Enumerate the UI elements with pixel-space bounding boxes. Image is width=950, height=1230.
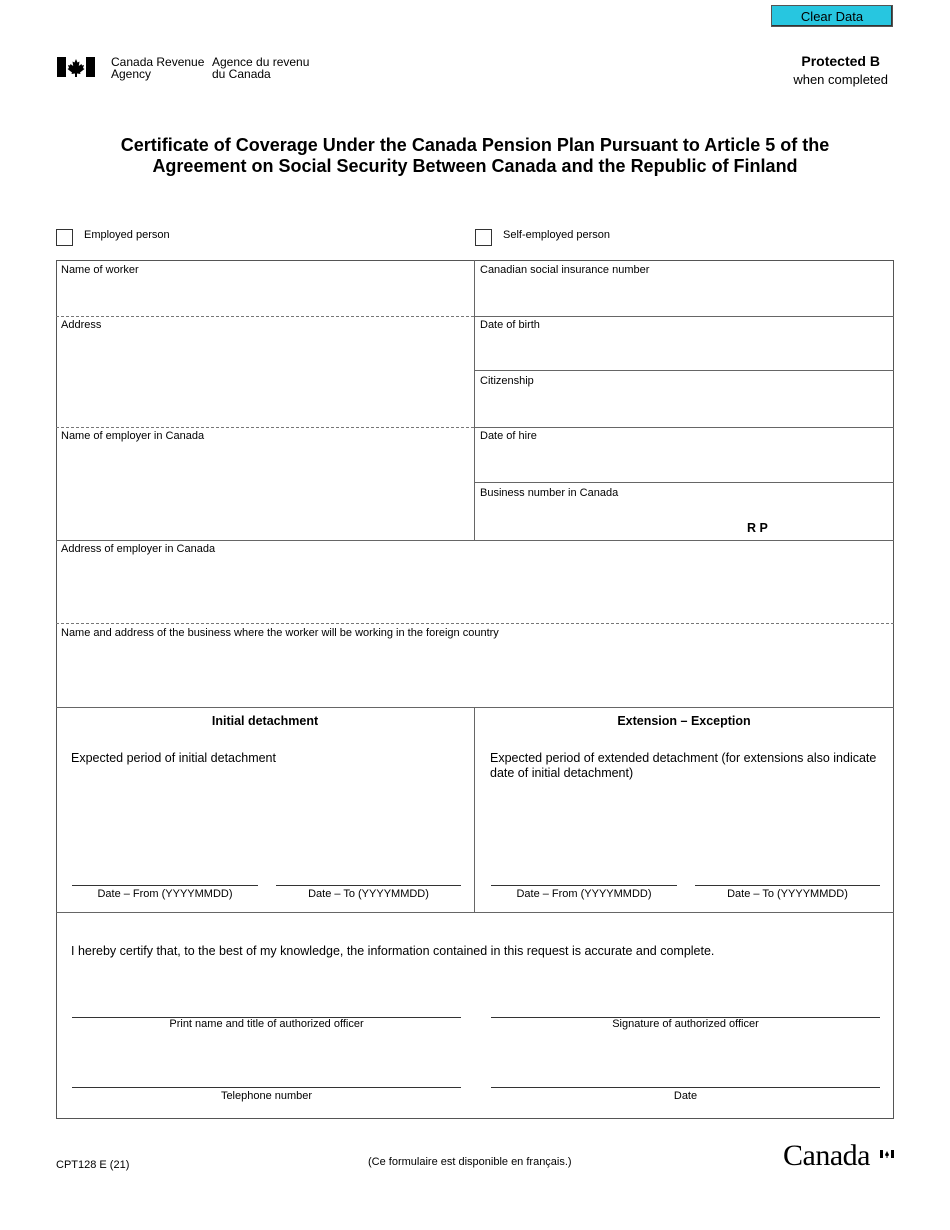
- employer-address-field[interactable]: [58, 557, 892, 621]
- address-label: Address: [61, 319, 102, 331]
- certification-statement: I hereby certify that, to the best of my knowledge, the information contained in this request is accurate and complete.: [71, 944, 715, 958]
- address-field[interactable]: [58, 333, 472, 425]
- telephone-field[interactable]: [72, 1064, 461, 1086]
- extension-date-to-field[interactable]: [695, 862, 880, 884]
- worker-name-field[interactable]: [58, 278, 472, 314]
- sin-field[interactable]: [477, 278, 892, 314]
- wordmark-flag-icon: [880, 1145, 894, 1153]
- initial-detachment-text: Expected period of initial detachment: [71, 751, 276, 765]
- rp-suffix: R P: [747, 521, 768, 535]
- officer-signature-label: Signature of authorized officer: [612, 1018, 759, 1030]
- extension-exception-heading: Extension – Exception: [617, 714, 751, 728]
- employer-name-field[interactable]: [58, 444, 472, 538]
- foreign-business-label: Name and address of the business where the worker will be working in the foreign country: [61, 627, 499, 639]
- date-field[interactable]: [491, 1064, 880, 1086]
- initial-date-to-field[interactable]: [276, 862, 461, 884]
- initial-date-to-label: Date – To (YYYYMMDD): [308, 888, 429, 900]
- french-availability-note: (Ce formulaire est disponible en français.): [368, 1156, 572, 1168]
- form-code: CPT128 E (21): [56, 1159, 130, 1171]
- employed-person-checkbox[interactable]: [56, 229, 73, 246]
- employer-name-label: Name of employer in Canada: [61, 430, 205, 442]
- employed-person-label: Employed person: [84, 229, 170, 241]
- canada-wordmark: Canada: [783, 1139, 870, 1172]
- extension-date-to-label: Date – To (YYYYMMDD): [727, 888, 848, 900]
- initial-date-from-label: Date – From (YYYYMMDD): [97, 888, 233, 900]
- employer-address-label: Address of employer in Canada: [61, 543, 216, 555]
- sin-label: Canadian social insurance number: [480, 264, 650, 276]
- self-employed-person-label: Self-employed person: [503, 229, 611, 241]
- citizenship-label: Citizenship: [480, 375, 534, 387]
- clear-data-button[interactable]: Clear Data: [771, 5, 893, 27]
- extension-date-from-field[interactable]: [491, 862, 677, 884]
- telephone-label: Telephone number: [220, 1090, 313, 1102]
- citizenship-field[interactable]: [477, 389, 892, 425]
- officer-name-label: Print name and title of authorized officer: [169, 1018, 364, 1030]
- dob-field[interactable]: [477, 333, 892, 368]
- officer-signature-field[interactable]: [491, 994, 880, 1016]
- officer-name-field[interactable]: [72, 994, 461, 1016]
- business-number-field[interactable]: [477, 501, 742, 538]
- self-employed-person-checkbox[interactable]: [475, 229, 492, 246]
- hire-date-label: Date of hire: [480, 430, 537, 442]
- protected-b-notice: Protected B when completed: [793, 53, 888, 87]
- agency-name-en: Canada Revenue Agency: [111, 55, 205, 81]
- foreign-business-field[interactable]: [58, 641, 892, 705]
- extension-date-from-label: Date – From (YYYYMMDD): [516, 888, 652, 900]
- initial-date-from-field[interactable]: [72, 862, 258, 884]
- hire-date-field[interactable]: [477, 444, 892, 480]
- worker-name-label: Name of worker: [61, 264, 139, 276]
- business-number-label: Business number in Canada: [480, 487, 619, 499]
- agency-name-fr: Agence du revenu du Canada: [212, 55, 310, 81]
- date-label: Date: [673, 1090, 698, 1102]
- initial-detachment-heading: Initial detachment: [211, 714, 319, 728]
- extension-detachment-text: Expected period of extended detachment (for extensions also indicate date of initial detachment): [490, 751, 877, 780]
- dob-label: Date of birth: [480, 319, 540, 331]
- canada-flag-icon: [57, 57, 95, 77]
- rp-account-field[interactable]: [772, 515, 892, 538]
- form-title: Certificate of Coverage Under the Canada Pension Plan Pursuant to Article 5 of the Agreement on Social Security Between Canada and the Republic of Finland: [120, 135, 830, 176]
